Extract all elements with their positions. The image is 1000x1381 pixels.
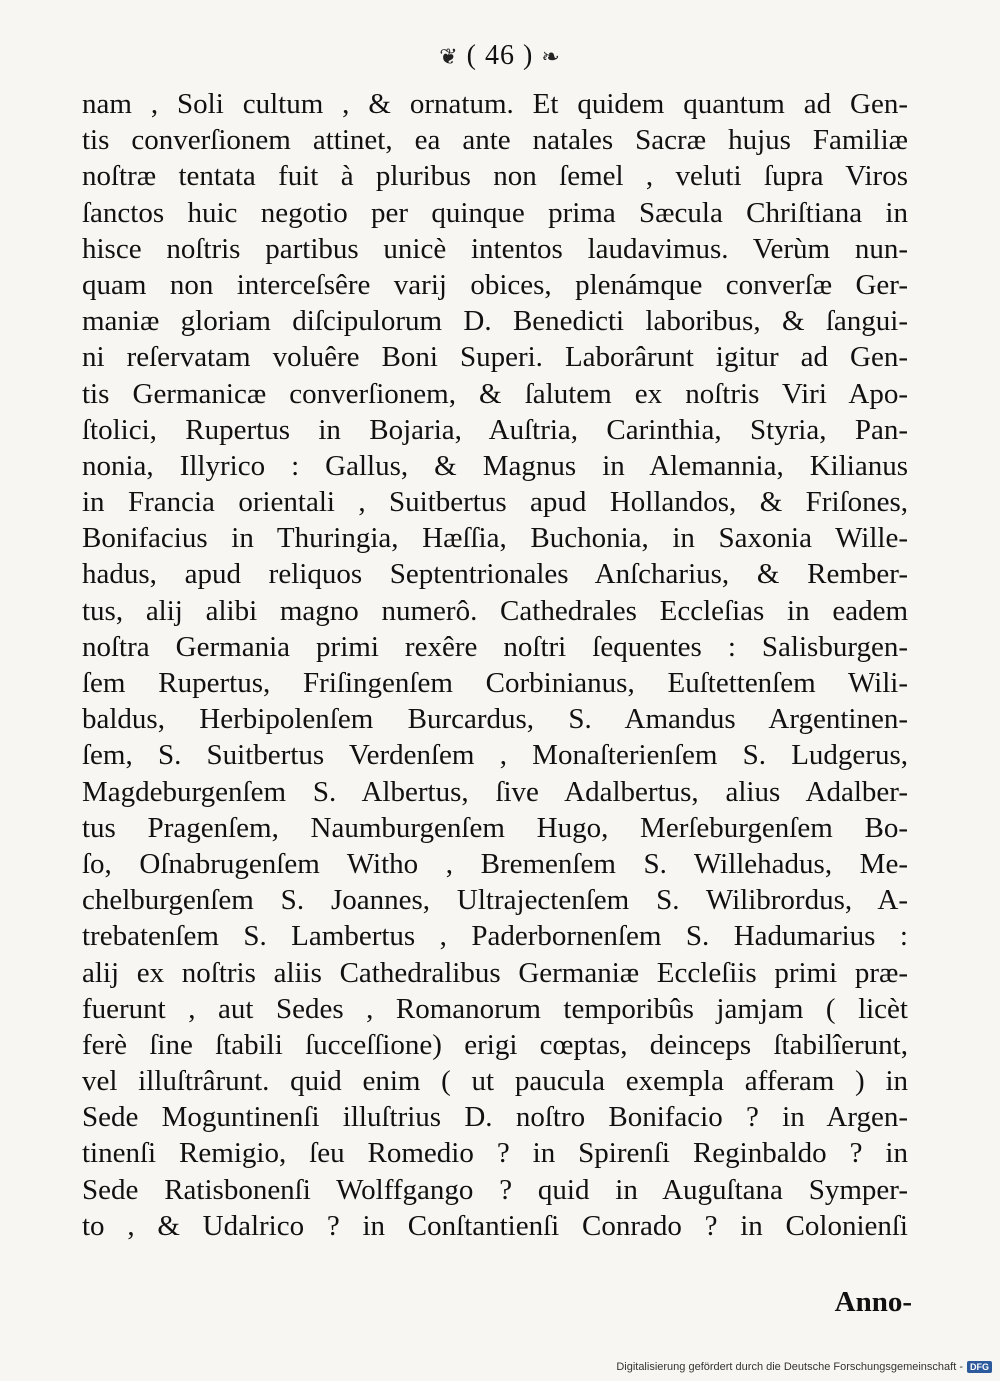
credit-text: Digitalisierung gefördert durch die Deutsche Forschungsgemeinschaft - <box>616 1361 963 1373</box>
text-line: noſtræ tentata fuit à pluribus non ſemel , veluti ſupra Viros <box>82 160 908 193</box>
page-header <box>0 40 1000 72</box>
text-line: chelburgenſem S. Joannes, Ultrajectenſem S. Wilibrordus, A- <box>82 884 908 917</box>
digitization-credit <box>616 1361 992 1373</box>
text-line: ferè ſine ſtabili ſucceſſione) erigi cœptas, deinceps ſtabilîerunt, <box>82 1028 908 1061</box>
text-line: in Francia orientali , Suitbertus apud Hollandos, & Friſones, <box>82 486 908 519</box>
text-line: trebatenſem S. Lambertus , Paderbornenſem S. Hadumarius : <box>82 920 908 953</box>
text-line: ſem, S. Suitbertus Verdenſem , Monaſterienſem S. Ludgerus, <box>82 739 908 772</box>
text-line: nonia, Illyrico : Gallus, & Magnus in Alemannia, Kilianus <box>82 449 908 482</box>
text-line: ſanctos huic negotio per quinque prima Sæcula Chriſtiana in <box>82 196 908 229</box>
text-line: ſo, Oſnabrugenſem Witho , Bremenſem S. Willehadus, Me- <box>82 847 908 880</box>
ornament-right-icon: ❧ <box>541 44 561 69</box>
text-line: tinenſi Remigio, ſeu Romedio ? in Spirenſi Reginbaldo ? in <box>82 1137 908 1170</box>
text-line: tus, alij alibi magno numerô. Cathedrales Eccleſias in eadem <box>82 594 908 627</box>
catchword: Anno- <box>834 1286 912 1318</box>
text-line: alij ex noſtris aliis Cathedralibus Germaniæ Eccleſiis primi præ- <box>82 956 908 989</box>
text-line: ſem Rupertus, Friſingenſem Corbinianus, Euſtettenſem Wili- <box>82 667 908 699</box>
page-number: ( 46 ) <box>466 40 534 71</box>
text-line: quam non interceſsêre varij obices, plenámque converſæ Ger- <box>82 268 908 301</box>
text-line: nam , Soli cultum , & ornatum. Et quidem quantum ad Gen- <box>82 88 908 120</box>
text-line: tis Germanicæ converſionem, & ſalutem ex noſtris Viri Apo- <box>82 377 908 410</box>
dfg-logo-icon: DFG <box>967 1361 992 1373</box>
ornament-left-icon: ❦ <box>439 44 459 69</box>
text-line: Sede Moguntinenſi illuſtrius D. noſtro Bonifacio ? in Argen- <box>82 1101 908 1134</box>
text-line: Sede Ratisbonenſi Wolffgango ? quid in Auguſtana Symper- <box>82 1173 908 1206</box>
text-line: fuerunt , aut Sedes , Romanorum temporibûs jamjam ( licèt <box>82 992 908 1025</box>
text-line: tis converſionem attinet, ea ante natales Sacræ hujus Familiæ <box>82 124 908 157</box>
text-line: Bonifacius in Thuringia, Hæſſia, Buchonia, in Saxonia Wille- <box>82 522 908 555</box>
text-line: to , & Udalrico ? in Conſtantienſi Conrado ? in Colonienſi <box>82 1209 908 1242</box>
text-line: ſtolici, Rupertus in Bojaria, Auſtria, Carinthia, Styria, Pan- <box>82 413 908 446</box>
text-line: ni reſervatam voluêre Boni Superi. Laborârunt igitur ad Gen- <box>82 341 908 374</box>
text-line: hadus, apud reliquos Septentrionales Anſcharius, & Rember- <box>82 558 908 591</box>
text-line: baldus, Herbipolenſem Burcardus, S. Amandus Argentinen- <box>82 703 908 736</box>
text-line: tus Pragenſem, Naumburgenſem Hugo, Merſeburgenſem Bo- <box>82 811 908 844</box>
text-line: maniæ gloriam diſcipulorum D. Benedicti laboribus, & ſangui- <box>82 305 908 338</box>
text-line: vel illuſtrârunt. quid enim ( ut paucula exempla afferam ) in <box>82 1065 908 1098</box>
text-line: hisce noſtris partibus unicè intentos laudavimus. Verùm nun- <box>82 232 908 265</box>
body-text <box>82 86 908 1244</box>
text-line: noſtra Germania primi rexêre noſtri ſequentes : Salisburgen- <box>82 630 908 663</box>
text-line: Magdeburgenſem S. Albertus, ſive Adalbertus, alius Adalber- <box>82 775 908 808</box>
